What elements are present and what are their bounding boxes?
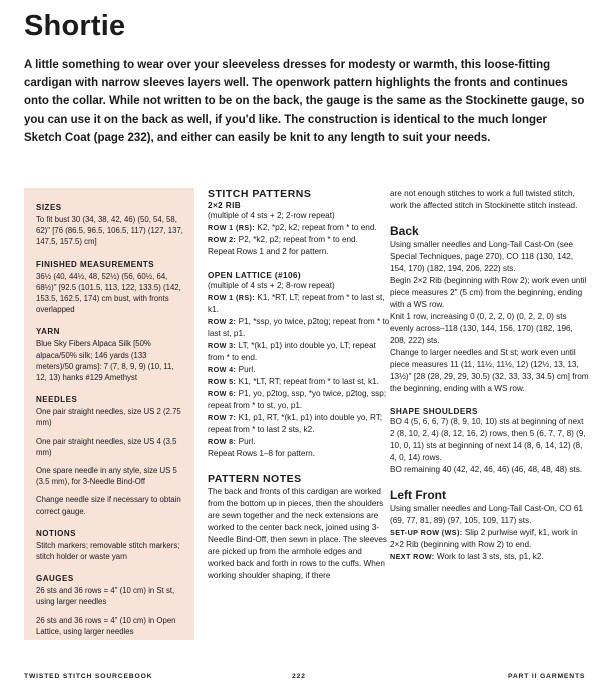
row-label: ROW 7: <box>208 413 237 422</box>
needles-note: Change needle size if necessary to obtain correct gauge. <box>36 495 181 516</box>
row-text: P2, *k2, p2; repeat from * to end. <box>236 235 358 244</box>
left-front-step <box>390 527 590 551</box>
row-label: ROW 8: <box>208 437 237 446</box>
sizes-text: To fit bust 30 (34, 38, 42, 46) (50, 54, 58, 62)" [76 (86.5, 96.5, 106.5, 117) (127, 137, 147.5, 157.5) cm] <box>36 215 183 247</box>
row-label: ROW 2: <box>208 235 237 244</box>
lattice-row <box>208 388 390 412</box>
shoulders-step: BO 4 (5, 6, 6, 7) (8, 9, 10, 10) sts at beginning of next 2 (8, 10, 2, 4) (8, 12, 16, 2) rows, then 5 (6, 7, 7, 8) (9, 10, 0, 11) sts at beginning of next 14 (8, 6, 14, 12) (8, 4, 0, 14) rows. <box>390 417 586 462</box>
row-text: LT, *(k1, p1) into double yo, LT; repeat from * to end. <box>208 341 376 362</box>
row-text: P1, yo, p2tog, ssp, *yo twice, p2tog, ssp; repeat from * to st, yo, p1. <box>208 389 387 410</box>
intro-paragraph: A little something to wear over your sleeveless dresses for modesty or warmth, this loose-fitting cardigan with narrow sleeves layers well. The openwork pattern highlights the fronts and continues onto the collar. While not written to be on the back, the gauge is the same as the Stockinette gauge, so you can use it on the back as well, if you'd like. The construction is identical to the much longer Sketch Coat (page 232), and either can easily be knit to any length to suit your needs. <box>24 59 585 144</box>
row-text: P1, *ssp, yo twice, p2tog; repeat from * to last st, p1. <box>208 317 390 338</box>
instructions-column <box>390 188 590 563</box>
page-title: Shortie <box>24 10 126 42</box>
rib-heading: 2×2 RIB <box>208 201 242 210</box>
row-label: ROW 2: <box>208 317 237 326</box>
row-label: NEXT ROW: <box>390 552 435 561</box>
sizes-section <box>36 203 185 248</box>
needles-heading: NEEDLES <box>36 395 78 405</box>
rib-row <box>208 234 390 246</box>
measurements-text: 36½ (40, 44½, 48, 52½) (56, 60½, 64, 68½)" [92.5 (101.5, 113, 122, 133.5) (142, 153.5, 162.5, 174) cm bust, with fronts overlapped <box>36 271 181 315</box>
needles-item: One spare needle in any style, size US 5 (3.5 mm), for 3-Needle Bind-Off <box>36 466 177 487</box>
rib-multiple: (multiple of 4 sts + 2; 2-row repeat) <box>208 211 335 220</box>
back-heading: Back <box>390 224 419 238</box>
row-label: ROW 5: <box>208 377 237 386</box>
lattice-row <box>208 364 390 376</box>
stitch-patterns-heading: STITCH PATTERNS <box>208 188 312 200</box>
lattice-row <box>208 316 390 340</box>
lattice-row <box>208 376 390 388</box>
needles-section <box>36 395 185 517</box>
row-label: ROW 3: <box>208 341 237 350</box>
row-label: ROW 4: <box>208 365 237 374</box>
measurements-section <box>36 260 185 316</box>
row-text: K2, *p2, k2; repeat from * to end. <box>255 223 377 232</box>
yarn-heading: YARN <box>36 327 60 337</box>
lattice-row <box>208 436 390 448</box>
row-label: SET-UP ROW (WS): <box>390 528 463 537</box>
row-label: ROW 6: <box>208 389 237 398</box>
row-text: K1, *LT, RT; repeat from * to last st, k1. <box>236 377 379 386</box>
back-step: Begin 2×2 Rib (beginning with Row 2); work even until piece measures 2" (5 cm) from the beginning, ending with a WS row. <box>390 276 587 309</box>
gauges-item: 26 sts and 36 rows = 4" (10 cm) in Open Lattice, using larger needles <box>36 615 176 636</box>
lattice-row <box>208 292 390 316</box>
gauges-section <box>36 574 185 637</box>
specs-sidebar <box>24 188 194 640</box>
footer-section: PART II GARMENTS <box>508 673 586 680</box>
lattice-repeat: Repeat Rows 1–8 for pattern. <box>208 449 315 458</box>
shoulders-step: BO remaining 40 (42, 42, 46, 46) (46, 48, 48, 48) sts. <box>390 465 583 474</box>
notions-section <box>36 529 185 562</box>
pattern-notes-heading: PATTERN NOTES <box>208 473 302 485</box>
yarn-text: Blue Sky Fibers Alpaca Silk [50% alpaca/50% silk; 146 yards (133 meters)/50 grams]: 7 (7, 8, 9, 9) (10, 11, 12, 13) hanks #129 Amethyst <box>36 339 174 383</box>
back-step: Change to larger needles and St st; work even until piece measures 11 (11, 11½, 11½, 12) (12½, 13, 13, 13½)" [28 (28, 29, 29, 30.5) (32, 33, 33, 34.5) cm] from the beginning, ending with a WS row. <box>390 348 589 393</box>
stitch-patterns-column <box>208 188 390 582</box>
row-text: K1, p1, RT, *(k1, p1) into double yo, RT; repeat from * to last 2 sts, k2. <box>208 413 383 434</box>
lattice-row <box>208 340 390 364</box>
row-text: Purl. <box>236 437 256 446</box>
notes-continued: are not enough stitches to work a full twisted stitch, work the affected stitch in Stockinette stitch instead. <box>390 189 578 210</box>
notions-text: Stitch markers; removable stitch markers; stitch holder or waste yarn <box>36 540 180 562</box>
row-text: K1, *RT, LT; repeat from * to last st, k1. <box>208 293 385 314</box>
measurements-heading: FINISHED MEASUREMENTS <box>36 259 155 269</box>
lattice-heading: OPEN LATTICE (#106) <box>208 271 301 280</box>
lattice-multiple: (multiple of 4 sts + 2; 8-row repeat) <box>208 281 335 290</box>
row-text: Purl. <box>236 365 256 374</box>
needles-item: One pair straight needles, size US 4 (3.5 mm) <box>36 436 177 457</box>
gauges-item: 26 sts and 36 rows = 4" (10 cm) in St st, using larger needles <box>36 586 175 607</box>
shape-shoulders-heading: SHAPE SHOULDERS <box>390 407 478 416</box>
rib-repeat: Repeat Rows 1 and 2 for pattern. <box>208 247 329 256</box>
left-front-heading: Left Front <box>390 488 446 502</box>
footer-book-title: TWISTED STITCH SOURCEBOOK <box>24 673 153 680</box>
yarn-section <box>36 327 185 383</box>
footer-page-number: 222 <box>292 673 306 680</box>
sizes-heading: SIZES <box>36 203 62 212</box>
left-front-step <box>390 551 590 563</box>
needles-item: One pair straight needles, size US 2 (2.75 mm) <box>36 407 181 428</box>
row-label: ROW 1 (RS): <box>208 293 256 302</box>
back-step: Knit 1 row, increasing 0 (0, 2, 2, 0) (0, 2, 2, 0) sts evenly across–118 (130, 144, 156, 170) (182, 196, 208, 222) sts. <box>390 312 573 345</box>
left-front-step: Using smaller needles and Long-Tail Cast-On, CO 61 (69, 77, 81, 89) (97, 105, 109, 117) sts. <box>390 504 583 525</box>
pattern-notes-text: The back and fronts of this cardigan are worked from the bottom up in pieces, then the shoulders are sewn together and the neck extensions are worked to the center back neck, joined using 3-Needle Bind-Off, then sewn in place. The sleeves are picked up from the armhole edges and worked back and forth in rows to the cuffs. When working shoulder shaping, if there <box>208 487 388 580</box>
gauges-heading: GAUGES <box>36 574 74 584</box>
row-text: Slip 2 purlwise wyif, k1, work in 2×2 Rib (beginning with Row 2) to end. <box>390 528 578 549</box>
row-label: ROW 1 (RS): <box>208 223 256 232</box>
row-text: Work to last 3 sts, sts, p1, k2. <box>434 552 544 561</box>
notions-heading: NOTIONS <box>36 528 76 538</box>
rib-row <box>208 222 390 234</box>
lattice-row <box>208 412 390 436</box>
back-step: Using smaller needles and Long-Tail Cast-On (see Special Techniques, page 270), CO 118 (130, 142, 154, 170) (182, 194, 206, 222) sts. <box>390 240 574 273</box>
